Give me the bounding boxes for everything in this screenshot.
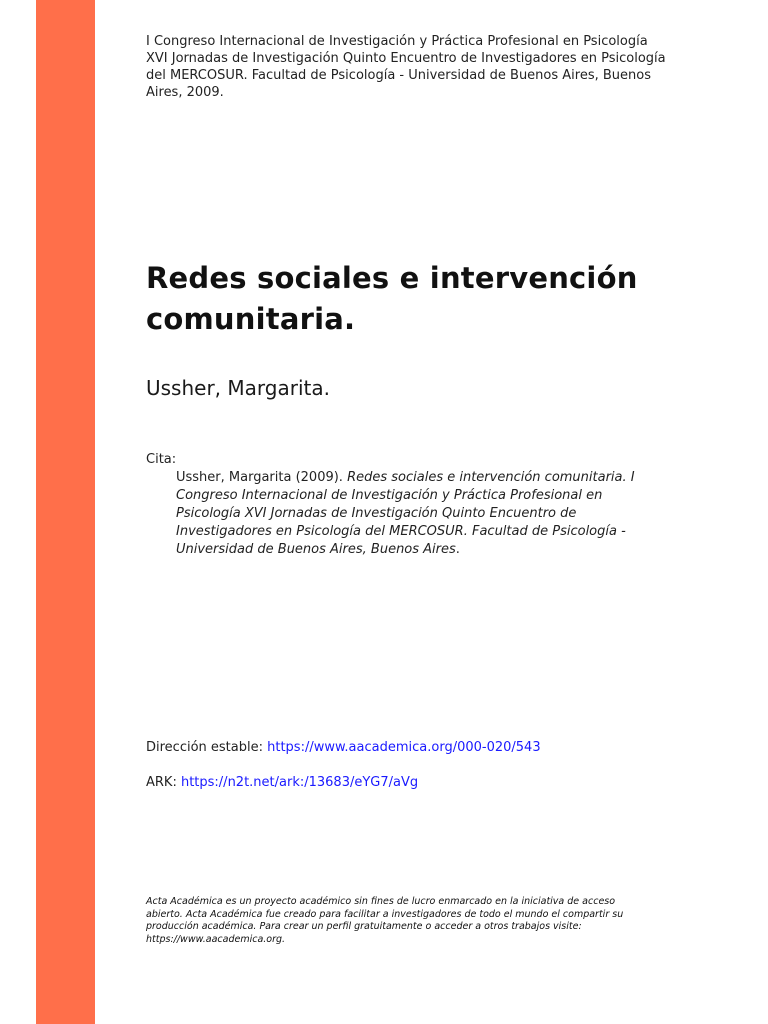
stable-address [146,739,541,757]
citation-line: Investigadores en Psicología del MERCOSUR. Facultad de Psicología - [176,524,626,539]
document-author: Ussher, Margarita. [146,376,330,400]
footer-line: https://www.aacademica.org. [146,933,286,945]
decorative-side-band [36,0,95,1024]
footer-note [146,896,676,946]
ark-label: ARK: [146,775,181,790]
stable-address-link[interactable]: https://www.aacademica.org/000-020/543 [267,740,541,755]
footer-line: abierto. Acta Académica fue creado para facilitar a investigadores de todo el mundo el compartir su [146,908,624,920]
citation-line: Universidad de Buenos Aires, Buenos Aires [176,542,456,557]
citation-end-period: . [455,542,460,557]
conference-header-line: Aires, 2009. [146,85,224,100]
title-line: Redes sociales e intervención [146,261,638,295]
conference-header-line: XVI Jornadas de Investigación Quinto Encuentro de Investigadores en Psicología [146,51,666,66]
conference-header-line: del MERCOSUR. Facultad de Psicología - Universidad de Buenos Aires, Buenos [146,68,651,83]
citation-line: Psicología XVI Jornadas de Investigación Quinto Encuentro de [176,506,577,521]
citation-line: Congreso Internacional de Investigación y Práctica Profesional en [176,488,603,503]
conference-header [146,33,706,101]
conference-header-line: I Congreso Internacional de Investigación y Práctica Profesional en Psicología [146,34,648,49]
citation-author-year: Ussher, Margarita (2009). [176,470,348,485]
footer-line: producción académica. Para crear un perfil gratuitamente o acceder a otros trabajos visite: [146,921,582,932]
citation-block [146,451,706,559]
stable-address-label: Dirección estable: [146,740,268,755]
citation-text [176,469,706,559]
ark-link[interactable]: https://n2t.net/ark:/13683/eYG7/aVg [180,775,419,790]
title-line: comunitaria. [146,302,356,336]
document-title [146,258,736,340]
ark-identifier [146,774,418,792]
footer-line: Acta Académica es un proyecto académico sin fines de lucro enmarcado en la iniciativa de acceso [146,896,616,907]
citation-title: Redes sociales e intervención comunitaria. I [347,470,635,485]
citation-label: Cita: [146,452,177,467]
